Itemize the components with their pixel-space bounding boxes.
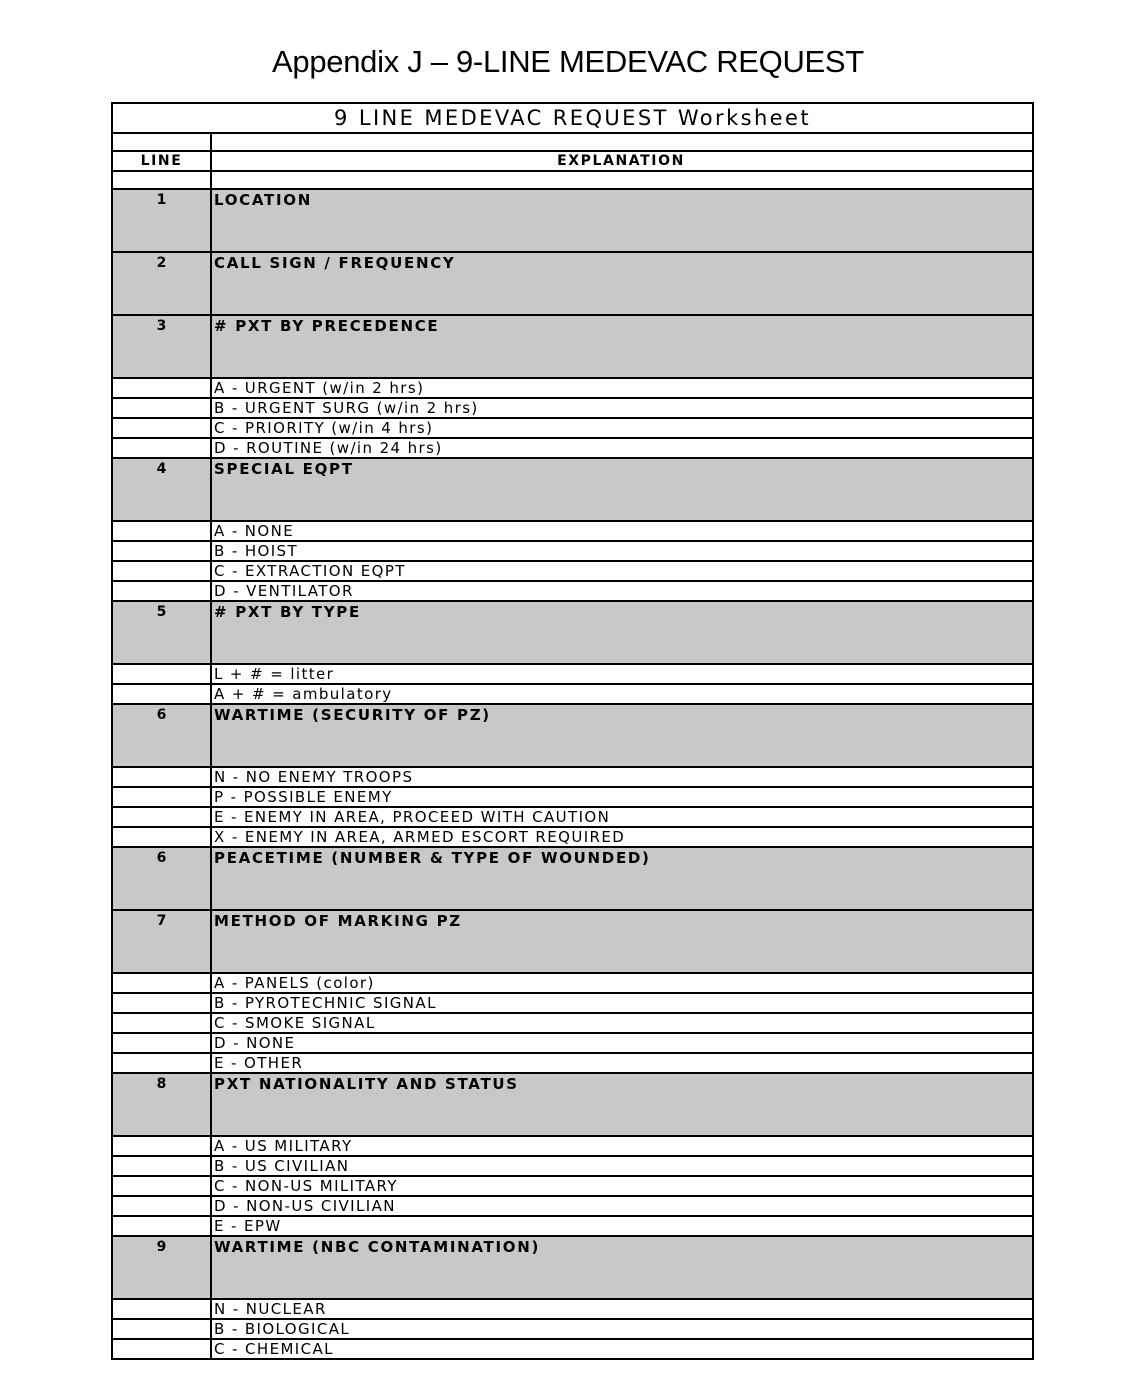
- line-row: [112, 704, 1033, 767]
- option-label: A + # = ambulatory: [211, 684, 1033, 704]
- spacer-cell: [112, 171, 211, 189]
- line-number: 2: [112, 252, 211, 315]
- option-blank-cell: [112, 418, 211, 438]
- option-label: A - URGENT (w/in 2 hrs): [211, 378, 1033, 398]
- option-label: A - US MILITARY: [211, 1136, 1033, 1156]
- line-number: 1: [112, 189, 211, 252]
- option-blank-cell: [112, 664, 211, 684]
- option-blank-cell: [112, 787, 211, 807]
- line-label: # PXT BY PRECEDENCE: [211, 315, 1033, 378]
- column-header-row: [112, 151, 1033, 171]
- option-blank-cell: [112, 684, 211, 704]
- line-label: SPECIAL EQPT: [211, 458, 1033, 521]
- option-blank-cell: [112, 1176, 211, 1196]
- option-row: [112, 787, 1033, 807]
- option-row: [112, 1053, 1033, 1073]
- spacer-cell: [211, 133, 1033, 151]
- option-label: C - PRIORITY (w/in 4 hrs): [211, 418, 1033, 438]
- line-row: [112, 1073, 1033, 1136]
- line-row: [112, 315, 1033, 378]
- option-label: D - ROUTINE (w/in 24 hrs): [211, 438, 1033, 458]
- option-label: C - SMOKE SIGNAL: [211, 1013, 1033, 1033]
- line-label: # PXT BY TYPE: [211, 601, 1033, 664]
- option-label: L + # = litter: [211, 664, 1033, 684]
- option-blank-cell: [112, 973, 211, 993]
- option-row: [112, 1299, 1033, 1319]
- option-label: B - US CIVILIAN: [211, 1156, 1033, 1176]
- option-blank-cell: [112, 398, 211, 418]
- option-blank-cell: [112, 581, 211, 601]
- option-blank-cell: [112, 1196, 211, 1216]
- option-blank-cell: [112, 1339, 211, 1359]
- option-label: B - HOIST: [211, 541, 1033, 561]
- option-blank-cell: [112, 827, 211, 847]
- line-row: [112, 458, 1033, 521]
- option-label: D - NON-US CIVILIAN: [211, 1196, 1033, 1216]
- line-column-header: LINE: [112, 151, 211, 171]
- option-label: N - NO ENEMY TROOPS: [211, 767, 1033, 787]
- option-row: [112, 398, 1033, 418]
- option-row: [112, 521, 1033, 541]
- option-blank-cell: [112, 1013, 211, 1033]
- option-blank-cell: [112, 1033, 211, 1053]
- explanation-column-header: EXPLANATION: [211, 151, 1033, 171]
- line-row: [112, 1236, 1033, 1299]
- option-row: [112, 1033, 1033, 1053]
- option-blank-cell: [112, 521, 211, 541]
- option-row: [112, 684, 1033, 704]
- option-label: D - NONE: [211, 1033, 1033, 1053]
- option-label: E - OTHER: [211, 1053, 1033, 1073]
- option-row: [112, 581, 1033, 601]
- spacer-cell: [112, 133, 211, 151]
- option-row: [112, 1176, 1033, 1196]
- option-blank-cell: [112, 438, 211, 458]
- line-number: 7: [112, 910, 211, 973]
- option-row: [112, 1319, 1033, 1339]
- option-row: [112, 1216, 1033, 1236]
- option-blank-cell: [112, 767, 211, 787]
- worksheet-title: 9 LINE MEDEVAC REQUEST Worksheet: [112, 103, 1033, 133]
- spacer-row: [112, 171, 1033, 189]
- line-label: PEACETIME (NUMBER & TYPE OF WOUNDED): [211, 847, 1033, 910]
- worksheet-title-row: [112, 103, 1033, 133]
- line-label: LOCATION: [211, 189, 1033, 252]
- option-blank-cell: [112, 1299, 211, 1319]
- option-blank-cell: [112, 378, 211, 398]
- option-row: [112, 378, 1033, 398]
- option-row: [112, 1339, 1033, 1359]
- option-blank-cell: [112, 1156, 211, 1176]
- option-row: [112, 664, 1033, 684]
- option-label: X - ENEMY IN AREA, ARMED ESCORT REQUIRED: [211, 827, 1033, 847]
- option-label: N - NUCLEAR: [211, 1299, 1033, 1319]
- option-label: C - EXTRACTION EQPT: [211, 561, 1033, 581]
- option-label: B - URGENT SURG (w/in 2 hrs): [211, 398, 1033, 418]
- option-blank-cell: [112, 561, 211, 581]
- appendix-title: Appendix J – 9-LINE MEDEVAC REQUEST: [272, 44, 864, 79]
- option-row: [112, 1136, 1033, 1156]
- line-label: PXT NATIONALITY AND STATUS: [211, 1073, 1033, 1136]
- option-label: E - EPW: [211, 1216, 1033, 1236]
- spacer-cell: [211, 171, 1033, 189]
- option-blank-cell: [112, 993, 211, 1013]
- option-blank-cell: [112, 1136, 211, 1156]
- line-label: WARTIME (NBC CONTAMINATION): [211, 1236, 1033, 1299]
- line-number: 5: [112, 601, 211, 664]
- option-blank-cell: [112, 541, 211, 561]
- option-row: [112, 1196, 1033, 1216]
- line-number: 6: [112, 704, 211, 767]
- line-number: 6: [112, 847, 211, 910]
- spacer-row: [112, 133, 1033, 151]
- option-row: [112, 1156, 1033, 1176]
- option-label: A - NONE: [211, 521, 1033, 541]
- line-row: [112, 847, 1033, 910]
- option-label: C - NON-US MILITARY: [211, 1176, 1033, 1196]
- option-label: B - BIOLOGICAL: [211, 1319, 1033, 1339]
- option-label: D - VENTILATOR: [211, 581, 1033, 601]
- option-label: B - PYROTECHNIC SIGNAL: [211, 993, 1033, 1013]
- option-blank-cell: [112, 1216, 211, 1236]
- option-row: [112, 973, 1033, 993]
- option-row: [112, 1013, 1033, 1033]
- line-label: METHOD OF MARKING PZ: [211, 910, 1033, 973]
- line-number: 8: [112, 1073, 211, 1136]
- option-row: [112, 561, 1033, 581]
- option-blank-cell: [112, 1319, 211, 1339]
- option-label: P - POSSIBLE ENEMY: [211, 787, 1033, 807]
- line-number: 9: [112, 1236, 211, 1299]
- option-row: [112, 541, 1033, 561]
- option-row: [112, 767, 1033, 787]
- option-label: C - CHEMICAL: [211, 1339, 1033, 1359]
- line-row: [112, 910, 1033, 973]
- option-blank-cell: [112, 807, 211, 827]
- line-label: WARTIME (SECURITY OF PZ): [211, 704, 1033, 767]
- line-number: 4: [112, 458, 211, 521]
- line-label: CALL SIGN / FREQUENCY: [211, 252, 1033, 315]
- option-row: [112, 993, 1033, 1013]
- medevac-worksheet-table: [111, 102, 1034, 1360]
- option-row: [112, 827, 1033, 847]
- line-row: [112, 601, 1033, 664]
- option-row: [112, 418, 1033, 438]
- option-row: [112, 438, 1033, 458]
- line-row: [112, 189, 1033, 252]
- option-row: [112, 807, 1033, 827]
- line-number: 3: [112, 315, 211, 378]
- option-label: A - PANELS (color): [211, 973, 1033, 993]
- option-label: E - ENEMY IN AREA, PROCEED WITH CAUTION: [211, 807, 1033, 827]
- option-blank-cell: [112, 1053, 211, 1073]
- line-row: [112, 252, 1033, 315]
